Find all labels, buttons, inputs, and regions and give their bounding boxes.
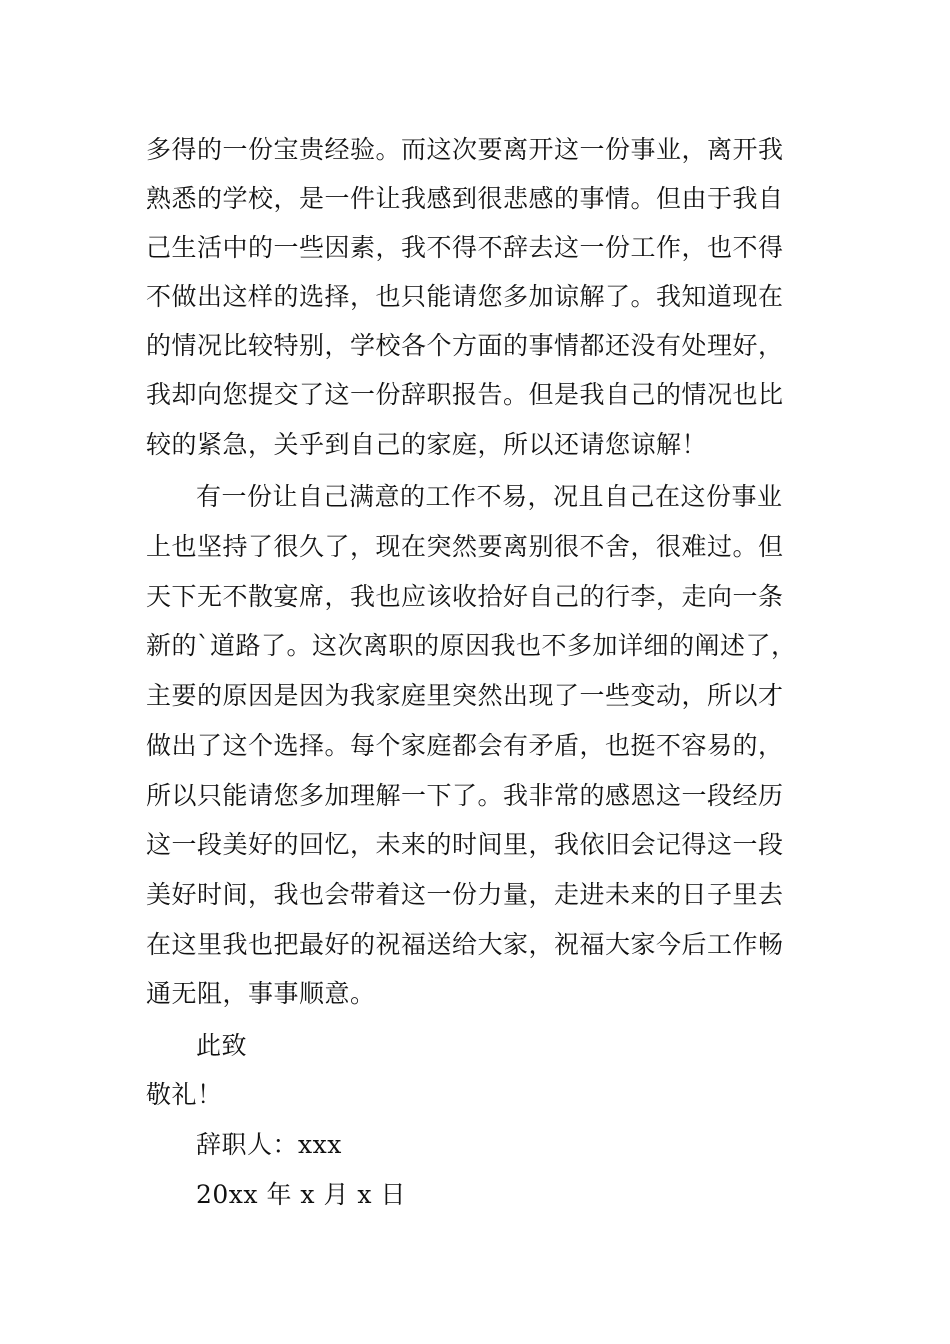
paragraph-line: 上也坚持了很久了，现在突然要离别很不舍，很难过。但	[146, 532, 784, 561]
paragraph-line: 主要的原因是因为我家庭里突然出现了一些变动，所以才	[146, 681, 784, 710]
paragraph-line: 的情况比较特别，学校各个方面的事情都还没有处理好，	[146, 331, 784, 360]
paragraph-line: 己生活中的一些因素，我不得不辞去这一份工作，也不得	[146, 233, 784, 262]
paragraph-line: 通无阻，事事顺意。	[146, 979, 376, 1008]
salutation-line: 敬礼！	[146, 1080, 223, 1109]
paragraph-line: 不做出这样的选择，也只能请您多加谅解了。我知道现在	[146, 282, 784, 311]
closing-line: 此致	[196, 1031, 248, 1060]
paragraph-line: 我却向您提交了这一份辞职报告。但是我自己的情况也比	[146, 380, 784, 409]
paragraph-line: 较的紧急，关乎到自己的家庭，所以还请您谅解！	[146, 430, 708, 459]
paragraph-line: 多得的一份宝贵经验。而这次要离开这一份事业，离开我	[146, 135, 784, 164]
date-line: 20xx 年 x 月 x 日	[196, 1180, 406, 1209]
paragraph-line: 熟悉的学校，是一件让我感到很悲感的事情。但由于我自	[146, 184, 784, 213]
paragraph-line: 新的`道路了。这次离职的原因我也不多加详细的阐述了，	[146, 631, 797, 660]
paragraph-line: 在这里我也把最好的祝福送给大家，祝福大家今后工作畅	[146, 930, 784, 959]
paragraph-line: 有一份让自己满意的工作不易，况且自己在这份事业	[196, 482, 783, 511]
paragraph-line: 天下无不散宴席，我也应该收拾好自己的行李，走向一条	[146, 582, 784, 611]
paragraph-line: 这一段美好的回忆，未来的时间里，我依旧会记得这一段	[146, 830, 784, 859]
paragraph-line: 做出了这个选择。每个家庭都会有矛盾，也挺不容易的，	[146, 731, 784, 760]
signer-line: 辞职人：xxx	[196, 1130, 342, 1159]
paragraph-line: 美好时间，我也会带着这一份力量，走进未来的日子里去	[146, 880, 784, 909]
paragraph-line: 所以只能请您多加理解一下了。我非常的感恩这一段经历	[146, 781, 784, 810]
